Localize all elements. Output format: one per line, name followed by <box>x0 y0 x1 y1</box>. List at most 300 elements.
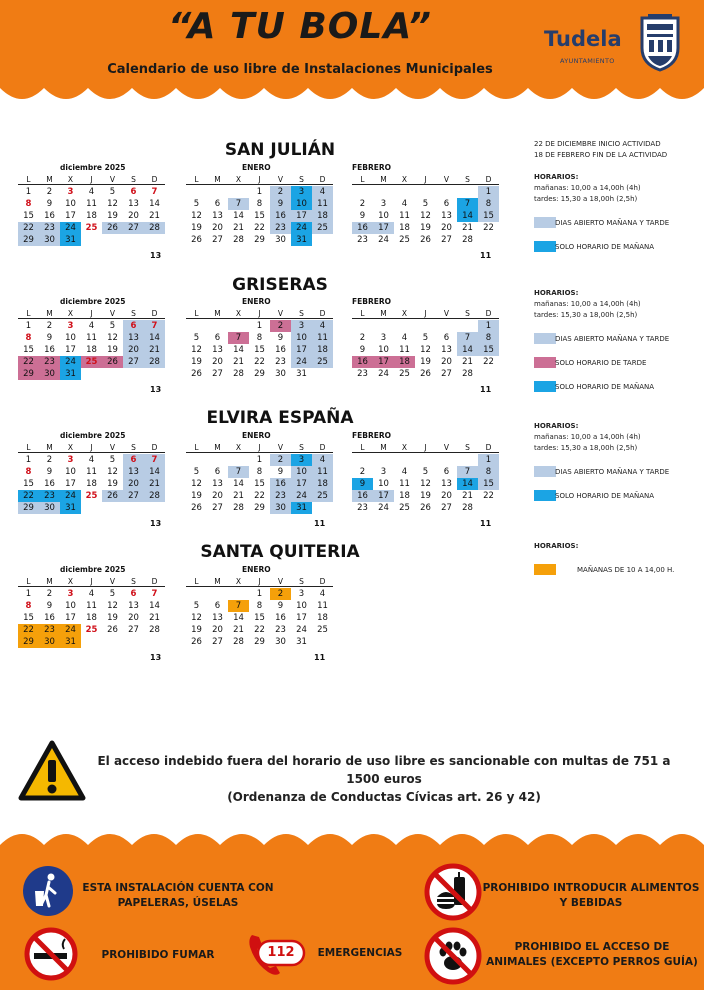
day-cell: 18 <box>312 210 333 222</box>
day-cell: 9 <box>277 601 284 611</box>
day-cell: 1 <box>256 321 263 331</box>
day-header: D <box>151 175 158 184</box>
day-cell: 17 <box>65 479 76 489</box>
legend-swatch <box>534 217 556 228</box>
day-cell: 23 <box>39 624 60 636</box>
day-cell: 6 <box>123 320 144 332</box>
day-cell: 9 <box>270 198 291 210</box>
legend-label: SOLO HORARIO DE TARDE <box>555 359 647 367</box>
day-cell: 28 <box>144 490 165 502</box>
day-cell: 5 <box>193 467 200 477</box>
no-animals-icon <box>424 927 482 985</box>
day-header: M <box>46 577 53 586</box>
day-cell: 24 <box>296 625 307 635</box>
day-cell: 10 <box>65 333 76 343</box>
day-cell: 7 <box>457 198 478 210</box>
day-cell: 14 <box>457 210 478 222</box>
day-cell: 4 <box>312 186 333 198</box>
day-cell: 6 <box>443 199 450 209</box>
legend-label: DIAS ABIERTO MAÑANA Y TARDE <box>555 219 670 227</box>
day-header: M <box>46 175 53 184</box>
day-cell: 15 <box>254 345 265 355</box>
legend-swatch <box>534 466 556 477</box>
day-header: V <box>277 175 284 184</box>
day-header: M <box>214 443 221 452</box>
day-cell: 17 <box>373 356 394 368</box>
day-cell: 14 <box>144 466 165 478</box>
day-cell: 24 <box>291 356 312 368</box>
day-cell: 5 <box>109 455 116 465</box>
total-count: 11 <box>314 653 326 662</box>
day-cell: 19 <box>420 357 431 367</box>
day-cell: 15 <box>254 211 265 221</box>
day-cell: 8 <box>478 466 499 478</box>
day-cell: 6 <box>214 601 221 611</box>
month-label: FEBRERO <box>352 431 392 440</box>
day-cell: 28 <box>233 235 244 245</box>
day-cell: 7 <box>228 600 249 612</box>
day-cell: 11 <box>399 479 410 489</box>
day-cell: 29 <box>254 503 265 513</box>
day-cell: 18 <box>86 479 97 489</box>
day-cell: 30 <box>270 502 291 514</box>
calendar-3 <box>0 565 560 662</box>
day-cell: 27 <box>128 625 139 635</box>
day-cell: 7 <box>144 320 165 332</box>
day-cell: 12 <box>420 479 431 489</box>
day-cell: 6 <box>214 333 221 343</box>
day-cell: 26 <box>191 503 202 513</box>
day-cell: 4 <box>401 199 408 209</box>
day-cell: 14 <box>149 199 160 209</box>
day-header: J <box>424 175 427 184</box>
day-cell: 6 <box>130 589 137 599</box>
day-cell: 15 <box>254 479 265 489</box>
day-cell: 1 <box>478 186 499 198</box>
day-cell: 9 <box>46 467 53 477</box>
day-cell: 4 <box>88 187 95 197</box>
page-subtitle: Calendario de uso libre de Instalaciones Municipales <box>107 62 493 77</box>
day-cell: 10 <box>65 467 76 477</box>
day-cell: 16 <box>352 490 373 502</box>
day-cell: 25 <box>317 625 328 635</box>
legend-label: SOLO HORARIO DE MAÑANA <box>555 492 655 500</box>
city-logo-subtext: AYUNTAMIENTO <box>560 57 615 65</box>
day-cell: 1 <box>256 187 263 197</box>
day-cell: 26 <box>102 356 123 368</box>
day-cell: 30 <box>39 636 60 648</box>
month-label: ENERO <box>242 297 271 306</box>
day-cell: 18 <box>399 223 410 233</box>
month-label: FEBRERO <box>352 163 392 172</box>
day-cell: 10 <box>291 332 312 344</box>
day-header: S <box>131 175 136 184</box>
day-cell: 20 <box>128 211 139 221</box>
day-cell: 21 <box>233 625 244 635</box>
day-header: M <box>214 175 221 184</box>
day-cell: 23 <box>357 369 368 379</box>
day-cell: 9 <box>359 211 366 221</box>
day-cell: 27 <box>123 490 144 502</box>
day-cell: 16 <box>270 210 291 222</box>
day-cell: 9 <box>46 333 53 343</box>
day-header: L <box>26 443 31 452</box>
day-cell: 20 <box>123 344 144 356</box>
legend-line: HORARIOS: <box>534 422 579 430</box>
day-cell: 15 <box>254 613 265 623</box>
day-cell: 19 <box>420 491 431 501</box>
legend-line: tardes: 15,30 a 18,00h (2,5h) <box>534 311 638 319</box>
city-shield-icon <box>638 14 682 72</box>
warning-line-1: El acceso indebido fuera del horario de uso libre es sancionable con multas de 751 a 1500 euros <box>97 754 671 786</box>
day-cell: 24 <box>378 503 389 513</box>
day-cell: 29 <box>254 235 265 245</box>
month-label: ENERO <box>242 431 271 440</box>
day-cell: 8 <box>25 333 32 343</box>
day-header: D <box>151 577 158 586</box>
day-cell: 21 <box>144 344 165 356</box>
day-cell: 19 <box>420 223 431 233</box>
day-header: V <box>277 443 284 452</box>
day-cell: 3 <box>380 467 387 477</box>
day-cell: 12 <box>420 211 431 221</box>
day-cell: 31 <box>296 369 307 379</box>
total-count: 13 <box>150 519 162 528</box>
day-cell: 7 <box>457 466 478 478</box>
day-cell: 22 <box>483 491 494 501</box>
day-cell: 22 <box>254 357 265 367</box>
day-cell: 8 <box>25 199 32 209</box>
legend-line: 22 DE DICIEMBRE INICIO ACTIVIDAD <box>534 140 661 148</box>
day-header: M <box>380 175 387 184</box>
day-cell: 19 <box>191 491 202 501</box>
day-cell: 21 <box>233 357 244 367</box>
day-header: X <box>235 443 242 452</box>
day-cell: 10 <box>378 345 389 355</box>
day-cell: 22 <box>254 491 265 501</box>
day-cell: 6 <box>214 467 221 477</box>
no-food-icon <box>424 863 482 921</box>
day-cell: 29 <box>254 369 265 379</box>
day-header: J <box>90 309 93 318</box>
day-cell: 5 <box>193 601 200 611</box>
emergency-text: EMERGENCIAS <box>317 947 403 959</box>
day-cell: 16 <box>44 345 55 355</box>
day-header: J <box>258 309 261 318</box>
day-cell: 12 <box>107 333 118 343</box>
day-cell: 10 <box>291 466 312 478</box>
day-cell: 26 <box>102 490 123 502</box>
day-cell: 25 <box>399 369 410 379</box>
day-header: J <box>258 175 261 184</box>
day-cell: 16 <box>44 613 55 623</box>
day-cell: 14 <box>233 479 244 489</box>
day-cell: 10 <box>378 211 389 221</box>
day-cell: 2 <box>270 186 291 198</box>
day-cell: 19 <box>191 625 202 635</box>
day-cell: 7 <box>228 198 249 210</box>
day-cell: 24 <box>378 369 389 379</box>
day-cell: 5 <box>422 467 429 477</box>
day-cell: 13 <box>441 479 452 489</box>
day-cell: 21 <box>144 478 165 490</box>
day-header: L <box>194 443 199 452</box>
facility-title-griseras: GRISERAS <box>232 275 328 295</box>
day-cell: 10 <box>65 199 76 209</box>
day-cell: 14 <box>233 211 244 221</box>
day-cell: 14 <box>457 344 478 356</box>
day-cell: 20 <box>212 357 223 367</box>
day-cell: 16 <box>275 345 286 355</box>
day-cell: 3 <box>380 199 387 209</box>
day-cell: 20 <box>441 491 452 501</box>
day-cell: 23 <box>39 222 60 234</box>
day-header: D <box>319 443 326 452</box>
day-cell: 27 <box>212 503 223 513</box>
day-cell: 18 <box>394 356 415 368</box>
day-cell: 27 <box>123 356 144 368</box>
day-header: S <box>465 309 470 318</box>
day-cell: 25 <box>81 356 102 368</box>
day-cell: 23 <box>270 222 291 234</box>
page-title: “A TU BOLA” <box>168 6 432 47</box>
day-cell: 24 <box>378 235 389 245</box>
day-cell: 3 <box>291 454 312 466</box>
day-cell: 30 <box>39 368 60 380</box>
emergency-number: 112 <box>267 945 295 960</box>
day-header: S <box>465 175 470 184</box>
day-cell: 28 <box>144 356 165 368</box>
footer-banner <box>0 815 704 990</box>
day-header: L <box>360 175 365 184</box>
day-header: D <box>319 175 326 184</box>
day-cell: 18 <box>86 345 97 355</box>
day-cell: 28 <box>149 625 160 635</box>
total-count: 11 <box>314 519 326 528</box>
day-header: V <box>109 443 116 452</box>
legend-line: HORARIOS: <box>534 289 579 297</box>
day-cell: 23 <box>270 490 291 502</box>
day-cell: 24 <box>60 356 81 368</box>
day-cell: 3 <box>67 589 74 599</box>
day-cell: 30 <box>275 235 286 245</box>
day-header: V <box>109 175 116 184</box>
day-header: J <box>90 175 93 184</box>
day-cell: 12 <box>191 479 202 489</box>
day-cell: 13 <box>441 211 452 221</box>
day-cell: 19 <box>107 479 118 489</box>
legend-label: SOLO HORARIO DE MAÑANA <box>555 243 655 251</box>
day-cell: 7 <box>151 187 158 197</box>
day-cell: 23 <box>357 503 368 513</box>
day-header: L <box>26 175 31 184</box>
day-cell: 2 <box>359 467 366 477</box>
day-cell: 28 <box>144 222 165 234</box>
month-label: diciembre 2025 <box>60 431 126 440</box>
day-header: D <box>319 309 326 318</box>
day-cell: 21 <box>462 357 473 367</box>
day-cell: 11 <box>312 198 333 210</box>
day-header: V <box>277 309 284 318</box>
day-cell: 22 <box>254 625 265 635</box>
day-header: L <box>360 309 365 318</box>
day-cell: 15 <box>23 613 34 623</box>
day-header: D <box>151 443 158 452</box>
calendar-2 <box>0 431 560 528</box>
day-cell: 2 <box>46 187 53 197</box>
total-count: 13 <box>150 385 162 394</box>
day-cell: 20 <box>212 223 223 233</box>
day-cell: 31 <box>60 502 81 514</box>
day-cell: 18 <box>317 613 328 623</box>
day-cell: 13 <box>212 345 223 355</box>
day-cell: 26 <box>191 235 202 245</box>
month-label: diciembre 2025 <box>60 297 126 306</box>
day-cell: 18 <box>312 478 333 490</box>
day-cell: 4 <box>401 467 408 477</box>
day-cell: 2 <box>359 333 366 343</box>
facility-title-elvira-espana: ELVIRA ESPAÑA <box>206 408 354 428</box>
day-cell: 12 <box>191 345 202 355</box>
legend-line: tardes: 15,30 a 18,00h (2,5h) <box>534 444 638 452</box>
legend-swatch <box>534 241 556 252</box>
day-cell: 4 <box>312 454 333 466</box>
day-cell: 10 <box>291 198 312 210</box>
day-cell: 1 <box>25 321 32 331</box>
day-header: S <box>465 443 470 452</box>
day-cell: 10 <box>378 479 389 489</box>
day-cell: 25 <box>312 356 333 368</box>
day-header: J <box>90 577 93 586</box>
warning-icon <box>18 740 86 802</box>
day-cell: 11 <box>399 345 410 355</box>
day-cell: 19 <box>191 357 202 367</box>
day-cell: 25 <box>85 491 98 501</box>
day-cell: 15 <box>478 210 499 222</box>
day-cell: 25 <box>85 223 98 233</box>
day-cell: 17 <box>373 222 394 234</box>
day-cell: 18 <box>399 491 410 501</box>
day-header: V <box>443 443 450 452</box>
day-cell: 27 <box>441 235 452 245</box>
day-cell: 3 <box>380 333 387 343</box>
day-cell: 28 <box>233 369 244 379</box>
day-cell: 1 <box>256 455 263 465</box>
day-cell: 2 <box>270 320 291 332</box>
day-cell: 17 <box>373 490 394 502</box>
day-header: S <box>299 443 304 452</box>
day-header: L <box>360 443 365 452</box>
day-cell: 4 <box>88 321 95 331</box>
day-cell: 8 <box>256 467 263 477</box>
day-cell: 17 <box>65 345 76 355</box>
day-cell: 21 <box>149 613 160 623</box>
day-header: D <box>485 443 492 452</box>
day-cell: 24 <box>60 222 81 234</box>
day-cell: 20 <box>441 223 452 233</box>
day-header: M <box>380 443 387 452</box>
day-header: J <box>258 443 261 452</box>
bins-text: ESTA INSTALACIÓN CUENTA CON PAPELERAS, ÚSELAS <box>82 882 274 909</box>
day-cell: 23 <box>39 490 60 502</box>
day-cell: 30 <box>275 369 286 379</box>
day-cell: 11 <box>86 333 97 343</box>
day-cell: 1 <box>25 187 32 197</box>
day-cell: 8 <box>25 601 32 611</box>
day-cell: 12 <box>191 211 202 221</box>
legend-swatch <box>534 490 556 501</box>
day-cell: 19 <box>107 613 118 623</box>
day-cell: 16 <box>44 211 55 221</box>
day-cell: 31 <box>291 502 312 514</box>
day-cell: 2 <box>46 321 53 331</box>
day-cell: 15 <box>478 344 499 356</box>
day-cell: 3 <box>291 186 312 198</box>
no-food-text: PROHIBIDO INTRODUCIR ALIMENTOS Y BEBIDAS <box>482 882 700 909</box>
day-cell: 17 <box>291 210 312 222</box>
day-cell: 22 <box>483 223 494 233</box>
facility-title-santa-quiteria: SANTA QUITERIA <box>200 542 360 562</box>
day-cell: 19 <box>107 345 118 355</box>
day-cell: 19 <box>107 211 118 221</box>
day-cell: 17 <box>291 478 312 490</box>
day-cell: 6 <box>123 454 144 466</box>
day-cell: 11 <box>312 466 333 478</box>
day-cell: 4 <box>312 320 333 332</box>
day-cell: 1 <box>478 320 499 332</box>
legend-line: HORARIOS: <box>534 173 579 181</box>
day-cell: 26 <box>420 503 431 513</box>
day-cell: 17 <box>65 613 76 623</box>
day-header: M <box>214 309 221 318</box>
day-cell: 3 <box>291 320 312 332</box>
day-cell: 5 <box>109 321 116 331</box>
day-cell: 22 <box>254 223 265 233</box>
day-cell: 18 <box>86 613 97 623</box>
day-cell: 14 <box>149 601 160 611</box>
day-cell: 9 <box>352 478 373 490</box>
day-cell: 31 <box>60 368 81 380</box>
day-cell: 9 <box>277 467 284 477</box>
day-cell: 6 <box>214 199 221 209</box>
day-cell: 27 <box>212 637 223 647</box>
day-cell: 29 <box>254 637 265 647</box>
day-cell: 5 <box>193 199 200 209</box>
day-header: L <box>26 577 31 586</box>
day-cell: 8 <box>478 332 499 344</box>
legend-line: tardes: 15,30 a 18,00h (2,5h) <box>534 195 638 203</box>
day-cell: 18 <box>312 344 333 356</box>
no-smoking-text: PROHIBIDO FUMAR <box>101 949 215 961</box>
trash-bin-icon <box>22 865 74 917</box>
day-cell: 20 <box>128 613 139 623</box>
day-cell: 6 <box>130 187 137 197</box>
day-cell: 17 <box>65 211 76 221</box>
day-header: D <box>485 309 492 318</box>
facility-title-san-julian: SAN JULIÁN <box>224 140 336 160</box>
day-cell: 11 <box>86 467 97 477</box>
day-cell: 30 <box>39 234 60 246</box>
day-cell: 23 <box>275 625 286 635</box>
month-label: diciembre 2025 <box>60 163 126 172</box>
day-cell: 2 <box>270 454 291 466</box>
day-cell: 27 <box>123 222 144 234</box>
day-cell: 16 <box>275 613 286 623</box>
day-cell: 4 <box>319 589 326 599</box>
warning-text <box>84 752 684 806</box>
day-cell: 20 <box>123 478 144 490</box>
day-cell: 12 <box>107 601 118 611</box>
